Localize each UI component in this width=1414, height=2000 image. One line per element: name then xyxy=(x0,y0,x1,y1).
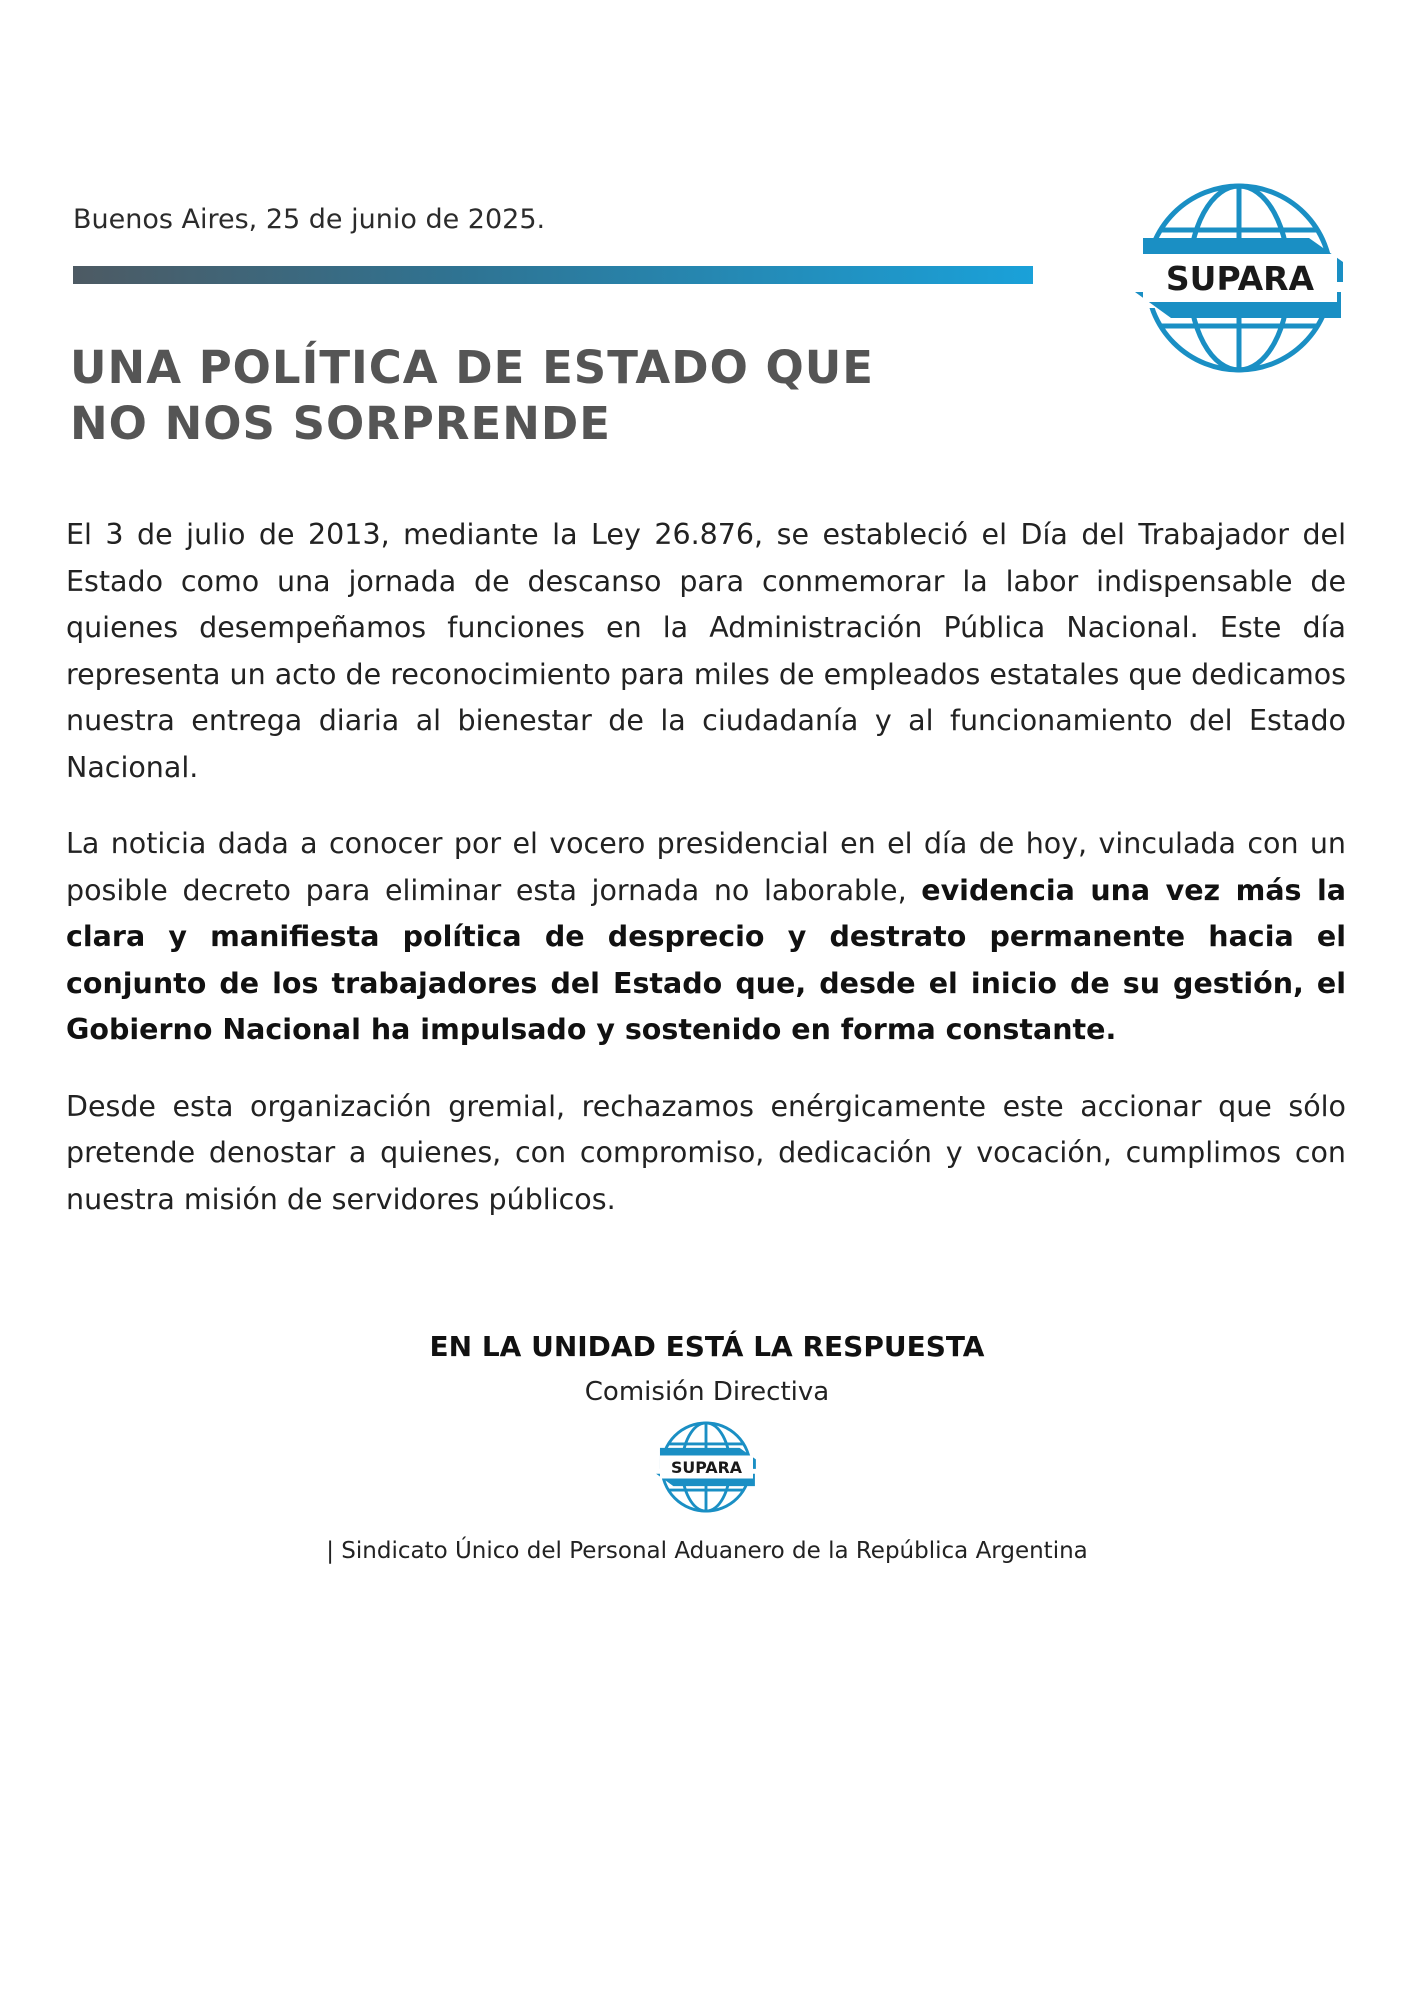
paragraph-1: El 3 de julio de 2013, mediante la Ley 26.876, se estableció el Día del Trabajador del Estado como una jornada de descanso para conmemorar la labor indispensable de quienes desempeñamos funciones en la Administración Pública Nacional. Este día representa un acto de reconocimiento para miles de empleados estatales que dedicamos nuestra entrega diaria al bienestar de la ciudadanía y al funcionamiento del Estado Nacional. xyxy=(66,518,1346,784)
organization-footer: | Sindicato Único del Personal Aduanero de la República Argentina xyxy=(326,1538,1088,1564)
globe-icon xyxy=(653,1420,759,1514)
logo-wordmark: SUPARA xyxy=(1165,259,1315,298)
statement-body xyxy=(66,512,1346,1253)
paragraph-2-emphasis: evidencia una vez más la clara y manifiesta política de desprecio y destrato permanente hacia el conjunto de los trabajadores del Estado que, desde el inicio de su gestión, el Gobierno Nacional ha impulsado y sostenido en forma constante. xyxy=(66,873,1346,1046)
header-divider xyxy=(73,266,1033,284)
paragraph-3: Desde esta organización gremial, rechazamos enérgicamente este accionar que sólo pretende denostar a quienes, con compromiso, dedicación y vocación, cumplimos con nuestra misión de servidores públicos. xyxy=(66,1089,1346,1216)
supara-logo xyxy=(1133,180,1345,376)
date-line: Buenos Aires, 25 de junio de 2025. xyxy=(73,204,546,235)
title-line-1: UNA POLÍTICA DE ESTADO QUE xyxy=(70,341,875,394)
globe-icon xyxy=(1133,180,1345,376)
page-title xyxy=(70,340,874,452)
paragraph-2 xyxy=(66,821,1346,1054)
paragraph-2-intro: La noticia dada a conocer por el vocero presidencial en el día de hoy, vinculada con un posible decreto para eliminar esta jornada no laborable, xyxy=(66,827,1346,907)
title-line-2: NO NOS SORPRENDE xyxy=(70,397,612,450)
logo-wordmark-small: SUPARA xyxy=(670,1457,742,1477)
supara-logo-small xyxy=(653,1420,759,1514)
committee-signature: Comisión Directiva xyxy=(584,1377,830,1407)
motto: EN LA UNIDAD ESTÁ LA RESPUESTA xyxy=(429,1330,985,1363)
